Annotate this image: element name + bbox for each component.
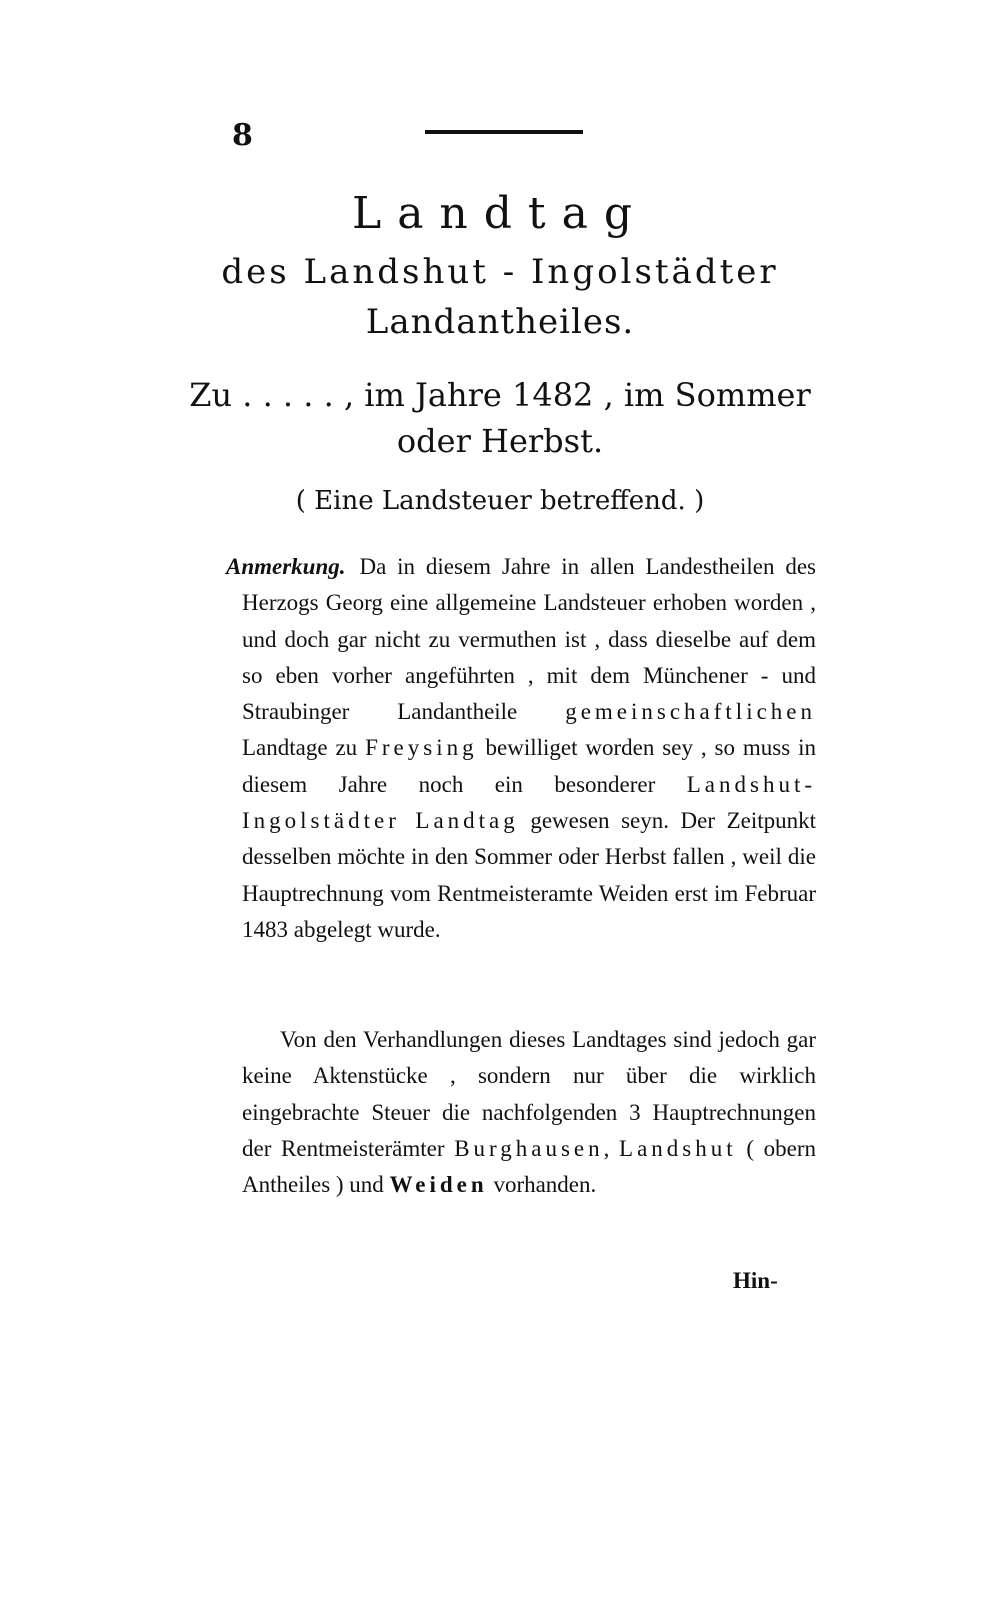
catchword: Hin- [733,1268,778,1293]
heading-line-4: Zu . . . . . , im Jahre 1482 , im Sommer [189,376,811,414]
heading-line-5: oder Herbst. [396,422,604,460]
note-text: Da in diesem Jahre in allen Landestheilen des Herzogs Georg eine allgemeine Landsteuer erhoben worden , und doch gar nicht zu vermuthen ist , dass dieselbe auf dem so eben vorher angeführten , mit dem Münchener - und Straubinger Landantheile [242,554,816,725]
paragraph-emphasis: Landshut [619,1135,737,1161]
paragraph-emphasis: Burghausen [454,1135,604,1161]
heading-title: Landtag [351,188,649,239]
heading-line-3: Landantheiles. [365,302,635,342]
paragraph-emphasis: Weiden [389,1172,488,1198]
note-text: gewesen seyn. Der Zeitpunkt desselben möchte in den Sommer oder Herbst fallen , weil die Hauptrechnung vom Rentmeisteramte Weiden erst im Februar 1483 abgelegt wurde. [242,808,816,942]
paragraph-text: , [603,1135,620,1161]
note-paragraph [226,549,816,948]
paragraph-text: Von den Verhandlungen dieses Landtages sind jedoch gar keine Aktenstücke , sondern nur über die wirklich eingebrachte Steuer die nachfolgenden 3 Hauptrechnungen der Rentmeisterämter [242,1027,816,1161]
note-label: Anmerkung. [226,554,346,579]
header-rule [425,130,583,134]
note-emphasis: gemeinschaftlichen [565,699,816,725]
note-emphasis: Freysing [365,735,478,761]
body-paragraph [242,1022,816,1203]
note-text: bewilliget worden sey , so muss in diesem Jahre noch ein besonderer [242,735,816,797]
note-emphasis: Landshut-Ingolstädter Landtag [242,771,816,834]
paragraph-text: vorhanden. [487,1172,597,1198]
heading-line-2: des Landshut - Ingolstädter [221,252,779,292]
note-text: Landtage zu [242,735,366,761]
heading-subtitle: ( Eine Landsteuer betreffend. ) [295,486,705,516]
page-number: 8 [232,118,253,153]
paragraph-text: ( obern Antheiles ) und [242,1135,816,1198]
